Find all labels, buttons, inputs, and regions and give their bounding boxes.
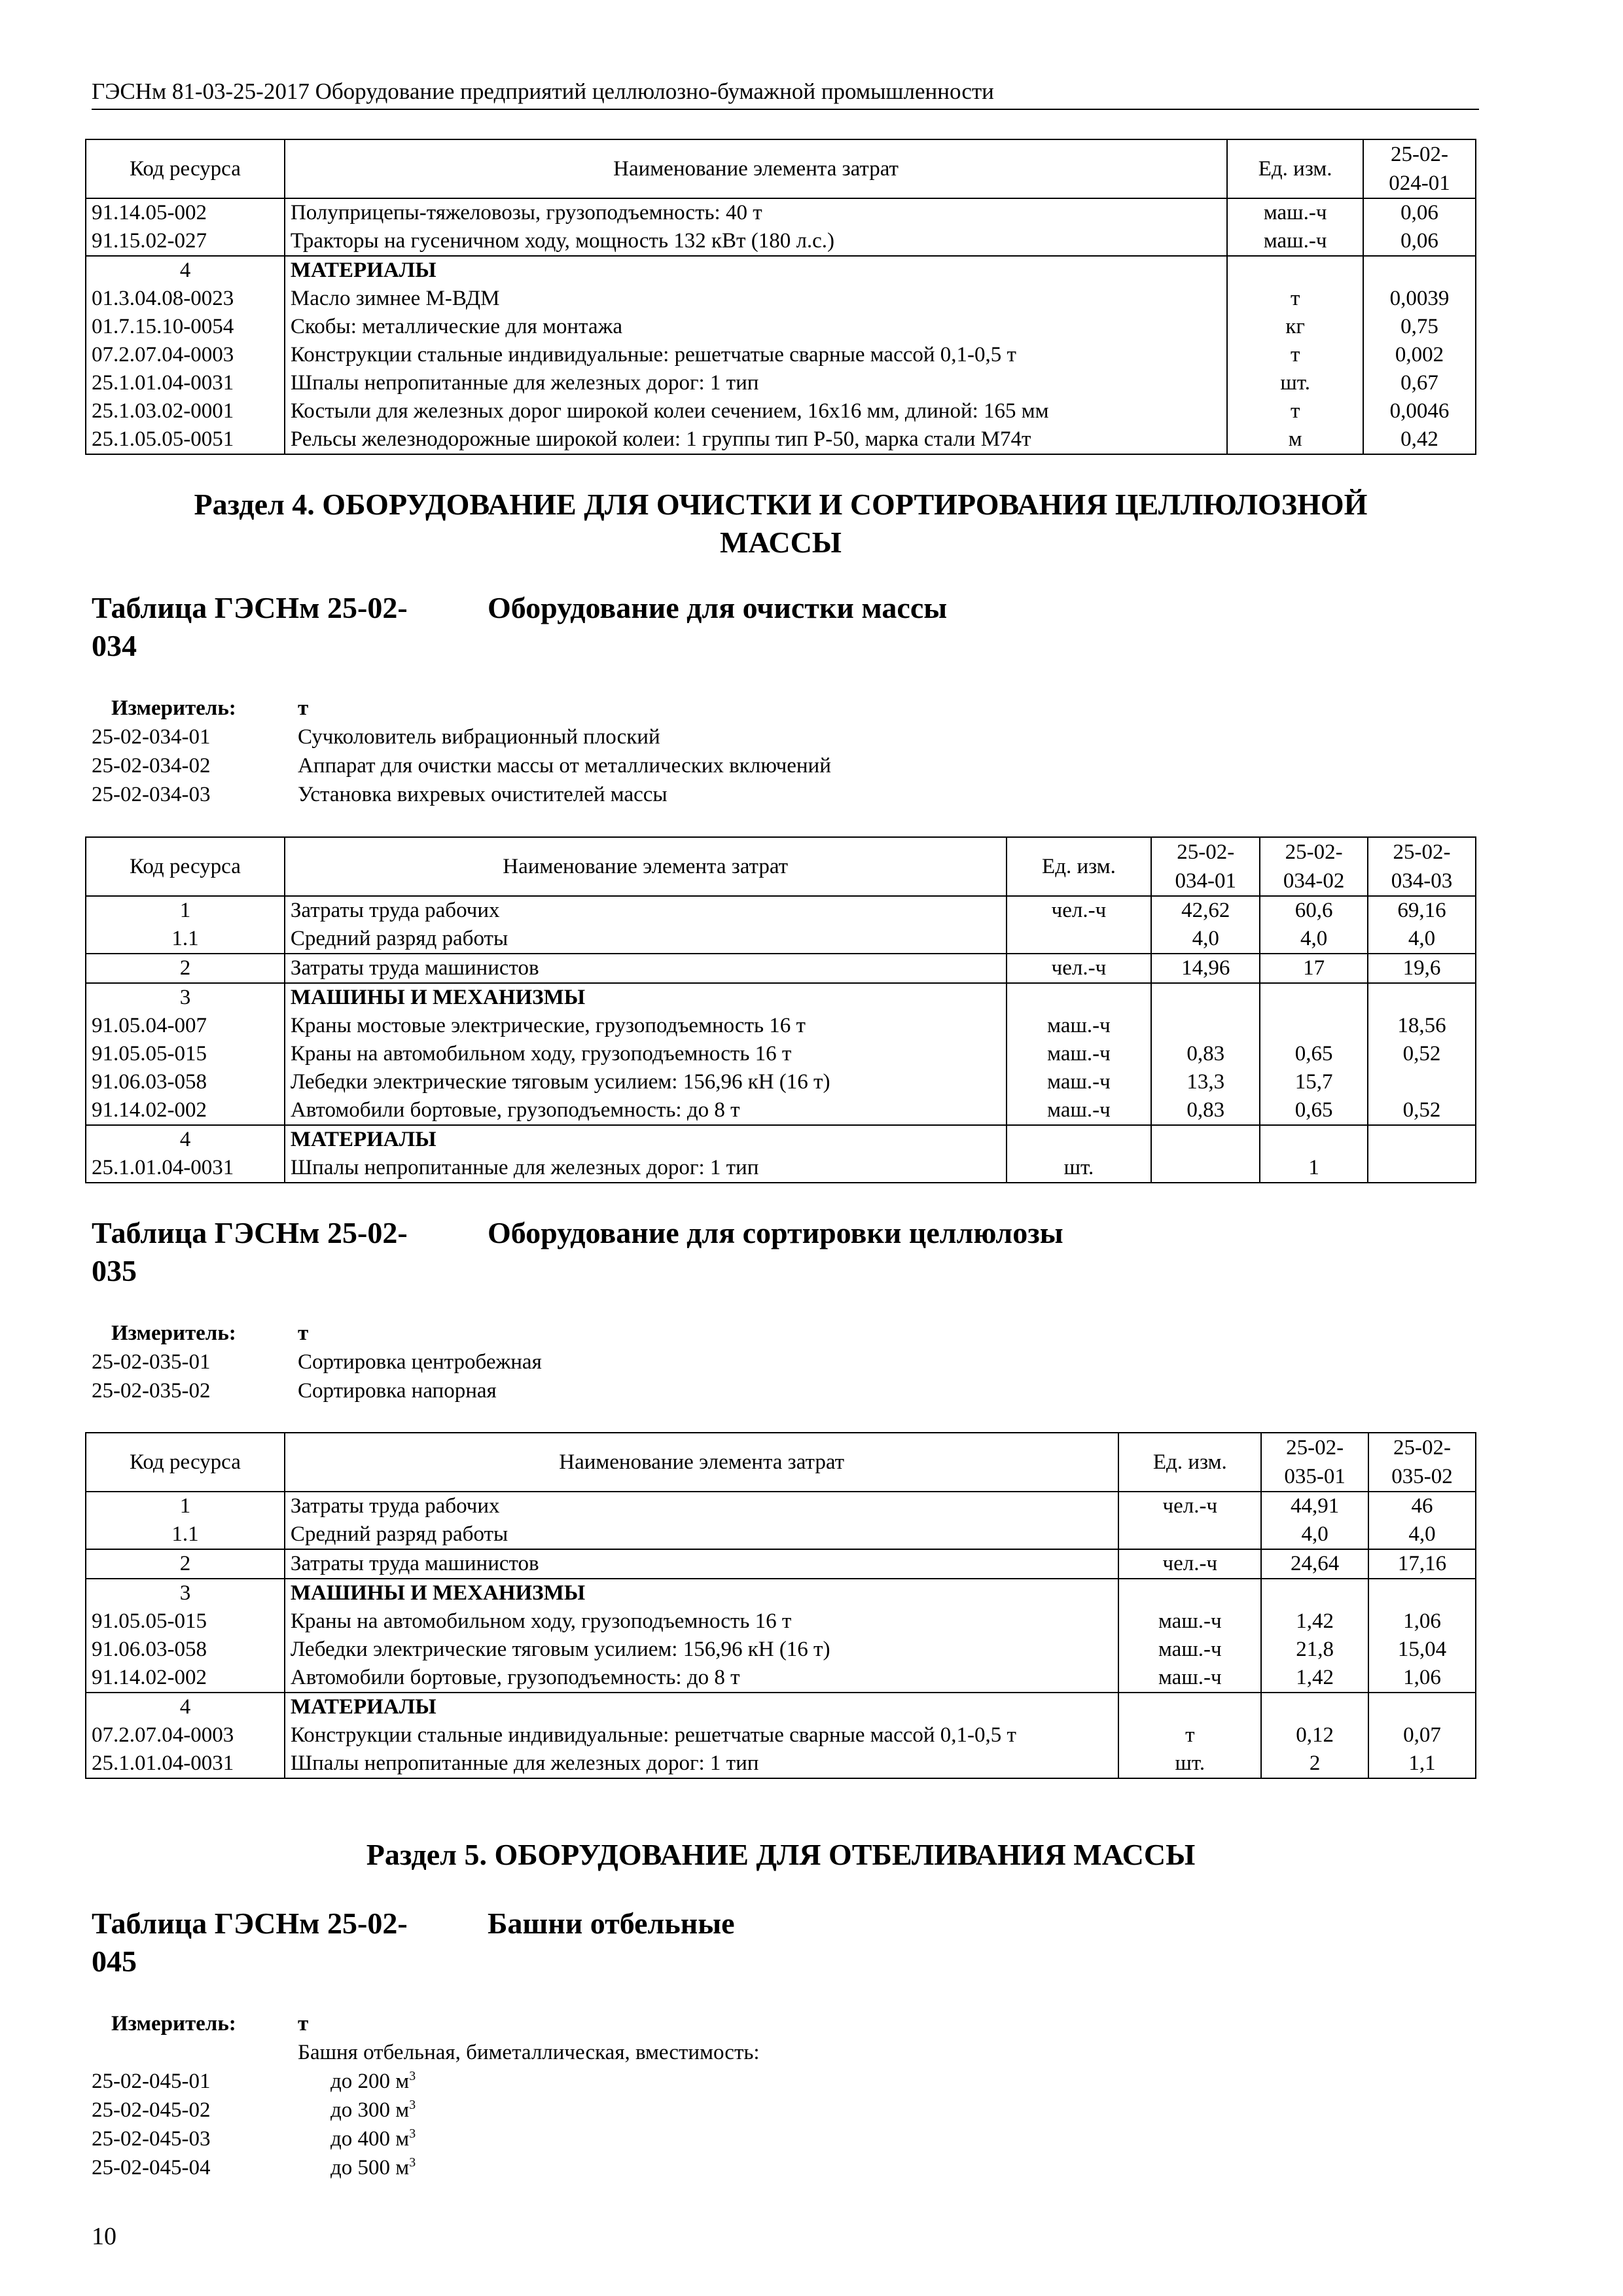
table-045-code: Таблица ГЭСНм 25-02- (92, 1907, 408, 1940)
table-row (86, 285, 1476, 313)
item-code: 25-02-045-02 (92, 2098, 211, 2122)
norm-value: 4,0 (1260, 925, 1368, 954)
table-header-row (86, 1433, 1476, 1492)
norm-value: 0,0046 (1363, 397, 1476, 425)
resource-code: 91.06.03-058 (86, 1636, 285, 1664)
table-row (86, 369, 1476, 397)
norm-value: 0,06 (1363, 227, 1476, 256)
table-034-body (86, 837, 1476, 1183)
table-045-code-number: 045 (92, 1945, 137, 1978)
group-heading: МАШИНЫ И МЕХАНИЗМЫ (290, 1581, 586, 1605)
norm-value: 1,42 (1261, 1664, 1368, 1693)
resource-code: 91.05.05-015 (86, 1040, 285, 1068)
spacer (92, 2038, 298, 2067)
measure-intro: Башня отбельная, биметаллическая, вместимость: (298, 2041, 760, 2064)
table-row (86, 1607, 1476, 1636)
column-header: 25-02- 034-03 (1368, 837, 1476, 896)
norm-value (1151, 1012, 1260, 1040)
norm-value: 0,002 (1363, 341, 1476, 369)
norm-value (1368, 1579, 1476, 1607)
table-row (86, 1492, 1476, 1520)
measure-label: Измеритель: (111, 2012, 236, 2036)
table-034 (85, 836, 1476, 1183)
group-heading: МАТЕРИАЛЫ (290, 1128, 437, 1151)
table-row (86, 256, 1476, 285)
resource-code: 25.1.01.04-0031 (86, 1154, 285, 1183)
resource-code: 4 (86, 256, 285, 285)
norm-value: 15,04 (1368, 1636, 1476, 1664)
cost-element-name (285, 1693, 1119, 1721)
table-row (86, 1040, 1476, 1068)
norm-value: 1,06 (1368, 1607, 1476, 1636)
table-035-code: Таблица ГЭСНм 25-02- (92, 1216, 408, 1249)
item-name-text: Аппарат для очистки массы от металлических включений (298, 754, 831, 778)
resource-code: 1 (86, 896, 285, 925)
column-header: Ед. изм. (1007, 837, 1152, 896)
cost-element-name: Затраты труда рабочих (285, 1492, 1119, 1520)
unit: т (1227, 285, 1363, 313)
norm-value: 19,6 (1368, 954, 1476, 983)
column-header: Ед. изм. (1118, 1433, 1261, 1492)
item-name-text: Сортировка центробежная (298, 1350, 542, 1374)
norm-value: 17 (1260, 954, 1368, 983)
superscript: 3 (409, 2069, 416, 2083)
superscript: 3 (409, 2098, 416, 2112)
resource-code: 25.1.01.04-0031 (86, 1749, 285, 1778)
table-row (86, 1012, 1476, 1040)
resource-code: 1 (86, 1492, 285, 1520)
cost-element-name: Скобы: металлические для монтажа (285, 313, 1227, 341)
table-035-title (92, 1214, 1063, 1290)
norm-value: 0,42 (1363, 425, 1476, 454)
group-heading: МАТЕРИАЛЫ (290, 1695, 437, 1719)
norm-value (1363, 256, 1476, 285)
table-row (86, 1693, 1476, 1721)
resource-code: 25.1.01.04-0031 (86, 369, 285, 397)
resource-code: 91.15.02-027 (86, 227, 285, 256)
table-034-code-number: 034 (92, 629, 137, 662)
cost-element-name: Средний разряд работы (285, 1520, 1119, 1549)
unit (1007, 925, 1152, 954)
unit: маш.-ч (1007, 1068, 1152, 1096)
cost-element-name: Автомобили бортовые, грузоподъемность: до 8 т (285, 1664, 1119, 1693)
resource-code: 2 (86, 954, 285, 983)
cost-element-name: Средний разряд работы (285, 925, 1007, 954)
cost-element-name: Лебедки электрические тяговым усилием: 156,96 кН (16 т) (285, 1068, 1007, 1096)
unit (1007, 1125, 1152, 1154)
table-row (86, 313, 1476, 341)
table-024-body (86, 139, 1476, 454)
resource-code: 91.14.02-002 (86, 1096, 285, 1125)
norm-value: 0,06 (1363, 198, 1476, 227)
item-name (298, 2096, 416, 2125)
running-header: ГЭСНм 81-03-25-2017 Оборудование предприятий целлюлозно-бумажной промышленности (92, 77, 1479, 110)
resource-code: 07.2.07.04-0003 (86, 341, 285, 369)
superscript: 3 (409, 2155, 416, 2170)
table-row (86, 954, 1476, 983)
norm-value (1151, 1125, 1260, 1154)
norm-value: 0,83 (1151, 1040, 1260, 1068)
table-045-name: Башни отбельные (488, 1907, 735, 1940)
table-header-row (86, 837, 1476, 896)
cost-element-name: Автомобили бортовые, грузоподъемность: до 8 т (285, 1096, 1007, 1125)
table-row (86, 1721, 1476, 1749)
norm-value: 0,83 (1151, 1096, 1260, 1125)
resource-code: 01.3.04.08-0023 (86, 285, 285, 313)
norm-value (1261, 1693, 1368, 1721)
cost-element-name (285, 1579, 1119, 1607)
norm-value: 0,75 (1363, 313, 1476, 341)
table-035-body (86, 1433, 1476, 1778)
table-034-name: Оборудование для очистки массы (488, 591, 948, 624)
unit (1007, 983, 1152, 1012)
norm-value: 15,7 (1260, 1068, 1368, 1096)
norm-value (1368, 983, 1476, 1012)
resource-code: 4 (86, 1693, 285, 1721)
norm-value: 0,65 (1260, 1040, 1368, 1068)
resource-code: 91.14.05-002 (86, 198, 285, 227)
norm-value: 1,06 (1368, 1664, 1476, 1693)
norm-value: 4,0 (1261, 1520, 1368, 1549)
table-035 (85, 1432, 1476, 1779)
table-034-measure (92, 694, 831, 809)
item-code: 25-02-034-03 (92, 783, 211, 806)
cost-element-name: Конструкции стальные индивидуальные: решетчатые сварные массой 0,1-0,5 т (285, 1721, 1119, 1749)
table-row (86, 341, 1476, 369)
table-row (86, 227, 1476, 256)
measure-row (92, 694, 831, 723)
section-5-heading: Раздел 5. ОБОРУДОВАНИЕ ДЛЯ ОТБЕЛИВАНИЯ МАССЫ (366, 1838, 1196, 1871)
table-row (86, 1520, 1476, 1549)
cost-element-name: Конструкции стальные индивидуальные: решетчатые сварные массой 0,1-0,5 т (285, 341, 1227, 369)
measure-item (92, 1348, 542, 1376)
resource-code: 1.1 (86, 925, 285, 954)
table-row (86, 397, 1476, 425)
measure-item (92, 2153, 760, 2182)
table-row (86, 1549, 1476, 1579)
norm-value: 0,52 (1368, 1096, 1476, 1125)
table-row (86, 1636, 1476, 1664)
cost-element-name: Затраты труда рабочих (285, 896, 1007, 925)
unit (1227, 256, 1363, 285)
unit: шт. (1007, 1154, 1152, 1183)
cost-element-name: Полуприцепы-тяжеловозы, грузоподъемность: 40 т (285, 198, 1227, 227)
norm-value: 1 (1260, 1154, 1368, 1183)
norm-value (1260, 983, 1368, 1012)
cost-element-name: Затраты труда машинистов (285, 1549, 1119, 1579)
norm-value: 4,0 (1368, 1520, 1476, 1549)
resource-code: 3 (86, 1579, 285, 1607)
norm-value: 4,0 (1368, 925, 1476, 954)
resource-code: 01.7.15.10-0054 (86, 313, 285, 341)
norm-value: 0,07 (1368, 1721, 1476, 1749)
column-header: 25-02- 034-02 (1260, 837, 1368, 896)
norm-value: 17,16 (1368, 1549, 1476, 1579)
table-row (86, 983, 1476, 1012)
item-code: 25-02-035-01 (92, 1350, 211, 1374)
section-4-line1: Раздел 4. ОБОРУДОВАНИЕ ДЛЯ ОЧИСТКИ И СОРТИРОВАНИЯ ЦЕЛЛЮЛОЗНОЙ (194, 488, 1368, 521)
item-name-text: до 500 м (330, 2156, 410, 2179)
table-row (86, 896, 1476, 925)
group-heading: МАШИНЫ И МЕХАНИЗМЫ (290, 986, 586, 1009)
item-code: 25-02-035-02 (92, 1379, 211, 1403)
item-name-text: Сортировка напорная (298, 1379, 497, 1403)
resource-code: 91.06.03-058 (86, 1068, 285, 1096)
norm-value: 0,67 (1363, 369, 1476, 397)
column-header: Код ресурса (86, 837, 285, 896)
norm-value: 2 (1261, 1749, 1368, 1778)
resource-code: 07.2.07.04-0003 (86, 1721, 285, 1749)
column-header: Код ресурса (86, 1433, 285, 1492)
column-header: 25-02- 035-02 (1368, 1433, 1476, 1492)
norm-value (1368, 1693, 1476, 1721)
item-code: 25-02-034-02 (92, 754, 211, 778)
table-row (86, 425, 1476, 454)
cost-element-name: Рельсы железнодорожные широкой колеи: 1 группы тип Р-50, марка стали М74т (285, 425, 1227, 454)
norm-value: 69,16 (1368, 896, 1476, 925)
measure-label: Измеритель: (111, 696, 236, 720)
column-header: Код ресурса (86, 139, 285, 198)
norm-value: 21,8 (1261, 1636, 1368, 1664)
table-024 (85, 139, 1476, 455)
resource-code: 25.1.03.02-0001 (86, 397, 285, 425)
section-4-line2: МАССЫ (720, 526, 842, 559)
norm-value (1260, 1012, 1368, 1040)
column-header: 25-02- 034-01 (1151, 837, 1260, 896)
norm-value: 42,62 (1151, 896, 1260, 925)
cost-element-name: Затраты труда машинистов (285, 954, 1007, 983)
item-name (298, 723, 660, 751)
norm-value: 44,91 (1261, 1492, 1368, 1520)
item-name-text: Сучколовитель вибрационный плоский (298, 725, 660, 749)
measure-row (92, 1319, 542, 1348)
table-row (86, 198, 1476, 227)
norm-value: 46 (1368, 1492, 1476, 1520)
table-row (86, 1096, 1476, 1125)
measure-unit: т (298, 2012, 309, 2036)
table-row (86, 1125, 1476, 1154)
table-035-code-number: 035 (92, 1254, 137, 1287)
unit: чел.-ч (1118, 1492, 1261, 1520)
norm-value: 1,1 (1368, 1749, 1476, 1778)
unit: кг (1227, 313, 1363, 341)
cost-element-name: Краны на автомобильном ходу, грузоподъемность 16 т (285, 1040, 1007, 1068)
unit: шт. (1227, 369, 1363, 397)
column-header: Наименование элемента затрат (285, 1433, 1119, 1492)
unit: маш.-ч (1007, 1096, 1152, 1125)
unit: т (1227, 341, 1363, 369)
item-name (298, 2125, 416, 2153)
item-code: 25-02-034-01 (92, 725, 211, 749)
item-name (298, 780, 668, 809)
unit: маш.-ч (1118, 1636, 1261, 1664)
resource-code: 3 (86, 983, 285, 1012)
table-row (86, 1068, 1476, 1096)
cost-element-name: Краны на автомобильном ходу, грузоподъемность 16 т (285, 1607, 1119, 1636)
measure-unit: т (298, 1321, 309, 1345)
table-row (86, 1154, 1476, 1183)
unit: чел.-ч (1118, 1549, 1261, 1579)
unit: маш.-ч (1118, 1664, 1261, 1693)
item-name-text: до 200 м (330, 2070, 410, 2093)
cost-element-name (285, 1125, 1007, 1154)
norm-value: 0,12 (1261, 1721, 1368, 1749)
norm-value (1261, 1579, 1368, 1607)
cost-element-name: Тракторы на гусеничном ходу, мощность 132 кВт (180 л.с.) (285, 227, 1227, 256)
norm-value (1368, 1068, 1476, 1096)
norm-value: 60,6 (1260, 896, 1368, 925)
measure-label: Измеритель: (111, 1321, 236, 1345)
resource-code: 91.05.05-015 (86, 1607, 285, 1636)
unit (1118, 1520, 1261, 1549)
unit: маш.-ч (1227, 198, 1363, 227)
measure-item (92, 723, 831, 751)
item-name-text: Установка вихревых очистителей массы (298, 783, 668, 806)
table-row (86, 1664, 1476, 1693)
cost-element-name: Краны мостовые электрические, грузоподъемность 16 т (285, 1012, 1007, 1040)
measure-item (92, 2096, 760, 2125)
resource-code: 1.1 (86, 1520, 285, 1549)
item-code: 25-02-045-04 (92, 2156, 211, 2179)
table-row (86, 925, 1476, 954)
measure-item (92, 1376, 542, 1405)
table-045-measure (92, 2009, 760, 2182)
resource-code: 25.1.05.05-0051 (86, 425, 285, 454)
norm-value: 24,64 (1261, 1549, 1368, 1579)
norm-value (1368, 1125, 1476, 1154)
unit: м (1227, 425, 1363, 454)
cost-element-name: Масло зимнее М-ВДМ (285, 285, 1227, 313)
cost-element-name: Шпалы непропитанные для железных дорог: 1 тип (285, 1749, 1119, 1778)
column-header: 25-02- 035-01 (1261, 1433, 1368, 1492)
norm-value: 0,0039 (1363, 285, 1476, 313)
table-header-row (86, 139, 1476, 198)
cost-element-name (285, 983, 1007, 1012)
item-name-text: до 300 м (330, 2098, 410, 2122)
table-034-title (92, 589, 948, 665)
norm-value: 1,42 (1261, 1607, 1368, 1636)
cost-element-name: Шпалы непропитанные для железных дорог: 1 тип (285, 1154, 1007, 1183)
column-header: Наименование элемента затрат (285, 139, 1227, 198)
section-4-heading (85, 486, 1476, 562)
table-035-name: Оборудование для сортировки целлюлозы (488, 1216, 1063, 1249)
table-row (86, 1749, 1476, 1778)
column-header: 25-02- 024-01 (1363, 139, 1476, 198)
resource-code: 91.14.02-002 (86, 1664, 285, 1693)
norm-value (1151, 983, 1260, 1012)
item-code: 25-02-045-03 (92, 2127, 211, 2151)
unit: шт. (1118, 1749, 1261, 1778)
measure-item (92, 780, 831, 809)
unit: маш.-ч (1007, 1012, 1152, 1040)
unit: чел.-ч (1007, 954, 1152, 983)
unit: маш.-ч (1118, 1607, 1261, 1636)
cost-element-name: Лебедки электрические тяговым усилием: 156,96 кН (16 т) (285, 1636, 1119, 1664)
norm-value (1151, 1154, 1260, 1183)
unit: чел.-ч (1007, 896, 1152, 925)
cost-element-name: Костыли для железных дорог широкой колеи сечением, 16х16 мм, длиной: 165 мм (285, 397, 1227, 425)
resource-code: 91.05.04-007 (86, 1012, 285, 1040)
table-035-measure (92, 1319, 542, 1405)
item-name (298, 1376, 497, 1405)
resource-code: 2 (86, 1549, 285, 1579)
resource-code: 4 (86, 1125, 285, 1154)
measure-unit: т (298, 696, 309, 720)
measure-intro-row (92, 2038, 760, 2067)
page-number: 10 (92, 2223, 116, 2250)
column-header: Ед. изм. (1227, 139, 1363, 198)
measure-item (92, 2125, 760, 2153)
unit (1118, 1693, 1261, 1721)
norm-value (1260, 1125, 1368, 1154)
item-name (298, 2153, 416, 2182)
table-045-title (92, 1905, 735, 1981)
item-name (298, 1348, 542, 1376)
column-header: Наименование элемента затрат (285, 837, 1007, 896)
cost-element-name (285, 256, 1227, 285)
table-034-code: Таблица ГЭСНм 25-02- (92, 591, 408, 624)
norm-value: 14,96 (1151, 954, 1260, 983)
unit: маш.-ч (1007, 1040, 1152, 1068)
unit: т (1227, 397, 1363, 425)
item-name (298, 751, 831, 780)
norm-value: 18,56 (1368, 1012, 1476, 1040)
cost-element-name: Шпалы непропитанные для железных дорог: 1 тип (285, 369, 1227, 397)
measure-item (92, 2067, 760, 2096)
item-name (298, 2067, 416, 2096)
measure-row (92, 2009, 760, 2038)
norm-value: 0,65 (1260, 1096, 1368, 1125)
norm-value: 0,52 (1368, 1040, 1476, 1068)
item-code: 25-02-045-01 (92, 2070, 211, 2093)
unit (1118, 1579, 1261, 1607)
table-row (86, 1579, 1476, 1607)
unit: т (1118, 1721, 1261, 1749)
norm-value: 13,3 (1151, 1068, 1260, 1096)
unit: маш.-ч (1227, 227, 1363, 256)
norm-value: 4,0 (1151, 925, 1260, 954)
group-heading: МАТЕРИАЛЫ (290, 259, 437, 282)
norm-value (1368, 1154, 1476, 1183)
measure-item (92, 751, 831, 780)
item-name-text: до 400 м (330, 2127, 410, 2151)
superscript: 3 (409, 2126, 416, 2141)
